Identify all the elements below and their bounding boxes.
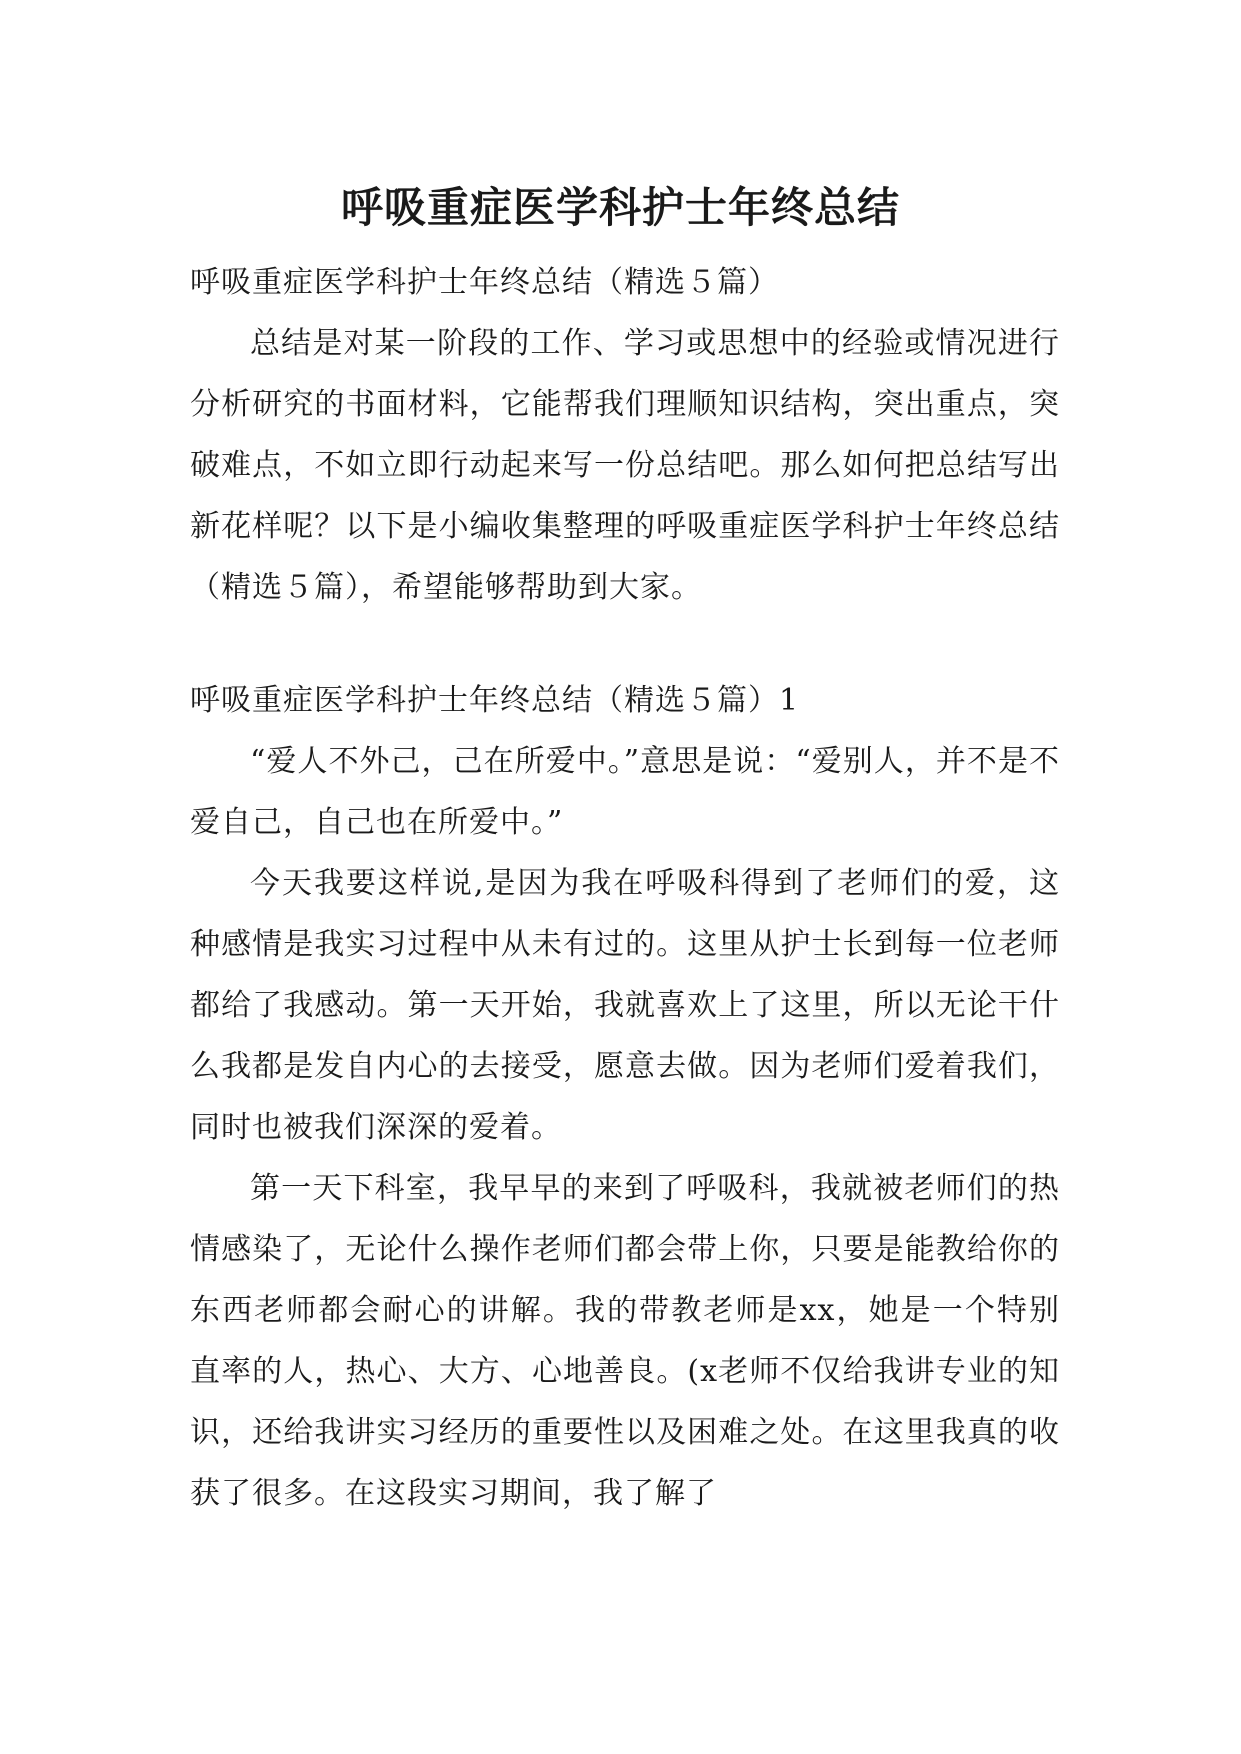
section-1-paragraph-2: 今天我要这样说,是因为我在呼吸科得到了老师们的爱，这种感情是我实习过程中从未有过的。这里从护士长到每一位老师都给了我感动。第一天开始，我就喜欢上了这里，所以无论干什么我都是发自内心的去接受，愿意去做。因为老师们爱着我们，同时也被我们深深的爱着。 <box>190 866 1060 1145</box>
section-1-paragraph-3: 第一天下科室，我早早的来到了呼吸科，我就被老师们的热情感染了，无论什么操作老师们都会带上你，只要是能教给你的东西老师都会耐心的讲解。我的带教老师是xx，她是一个特别直率的人，热心、大方、心地善良。(x老师不仅给我讲专业的知识，还给我讲实习经历的重要性以及困难之处。在这里我真的收获了很多。在这段实习期间，我了解了 <box>190 1171 1060 1511</box>
section-1-heading: 呼吸重症医学科护士年终总结（精选５篇）1 <box>190 683 800 718</box>
section-1 <box>190 670 1060 1524</box>
section-1-paragraph-1: “爱人不外己，己在所爱中。”意思是说：“爱别人，并不是不爱自己，自己也在所爱中。” <box>190 744 1060 840</box>
intro-heading: 呼吸重症医学科护士年终总结（精选５篇） <box>190 265 779 300</box>
intro-section <box>190 252 1060 618</box>
intro-paragraph: 总结是对某一阶段的工作、学习或思想中的经验或情况进行分析研究的书面材料，它能帮我们理顺知识结构，突出重点，突破难点，不如立即行动起来写一份总结吧。那么如何把总结写出新花样呢？以下是小编收集整理的呼吸重症医学科护士年终总结（精选５篇），希望能够帮助到大家。 <box>190 326 1060 605</box>
document-title: 呼吸重症医学科护士年终总结 <box>340 183 900 233</box>
